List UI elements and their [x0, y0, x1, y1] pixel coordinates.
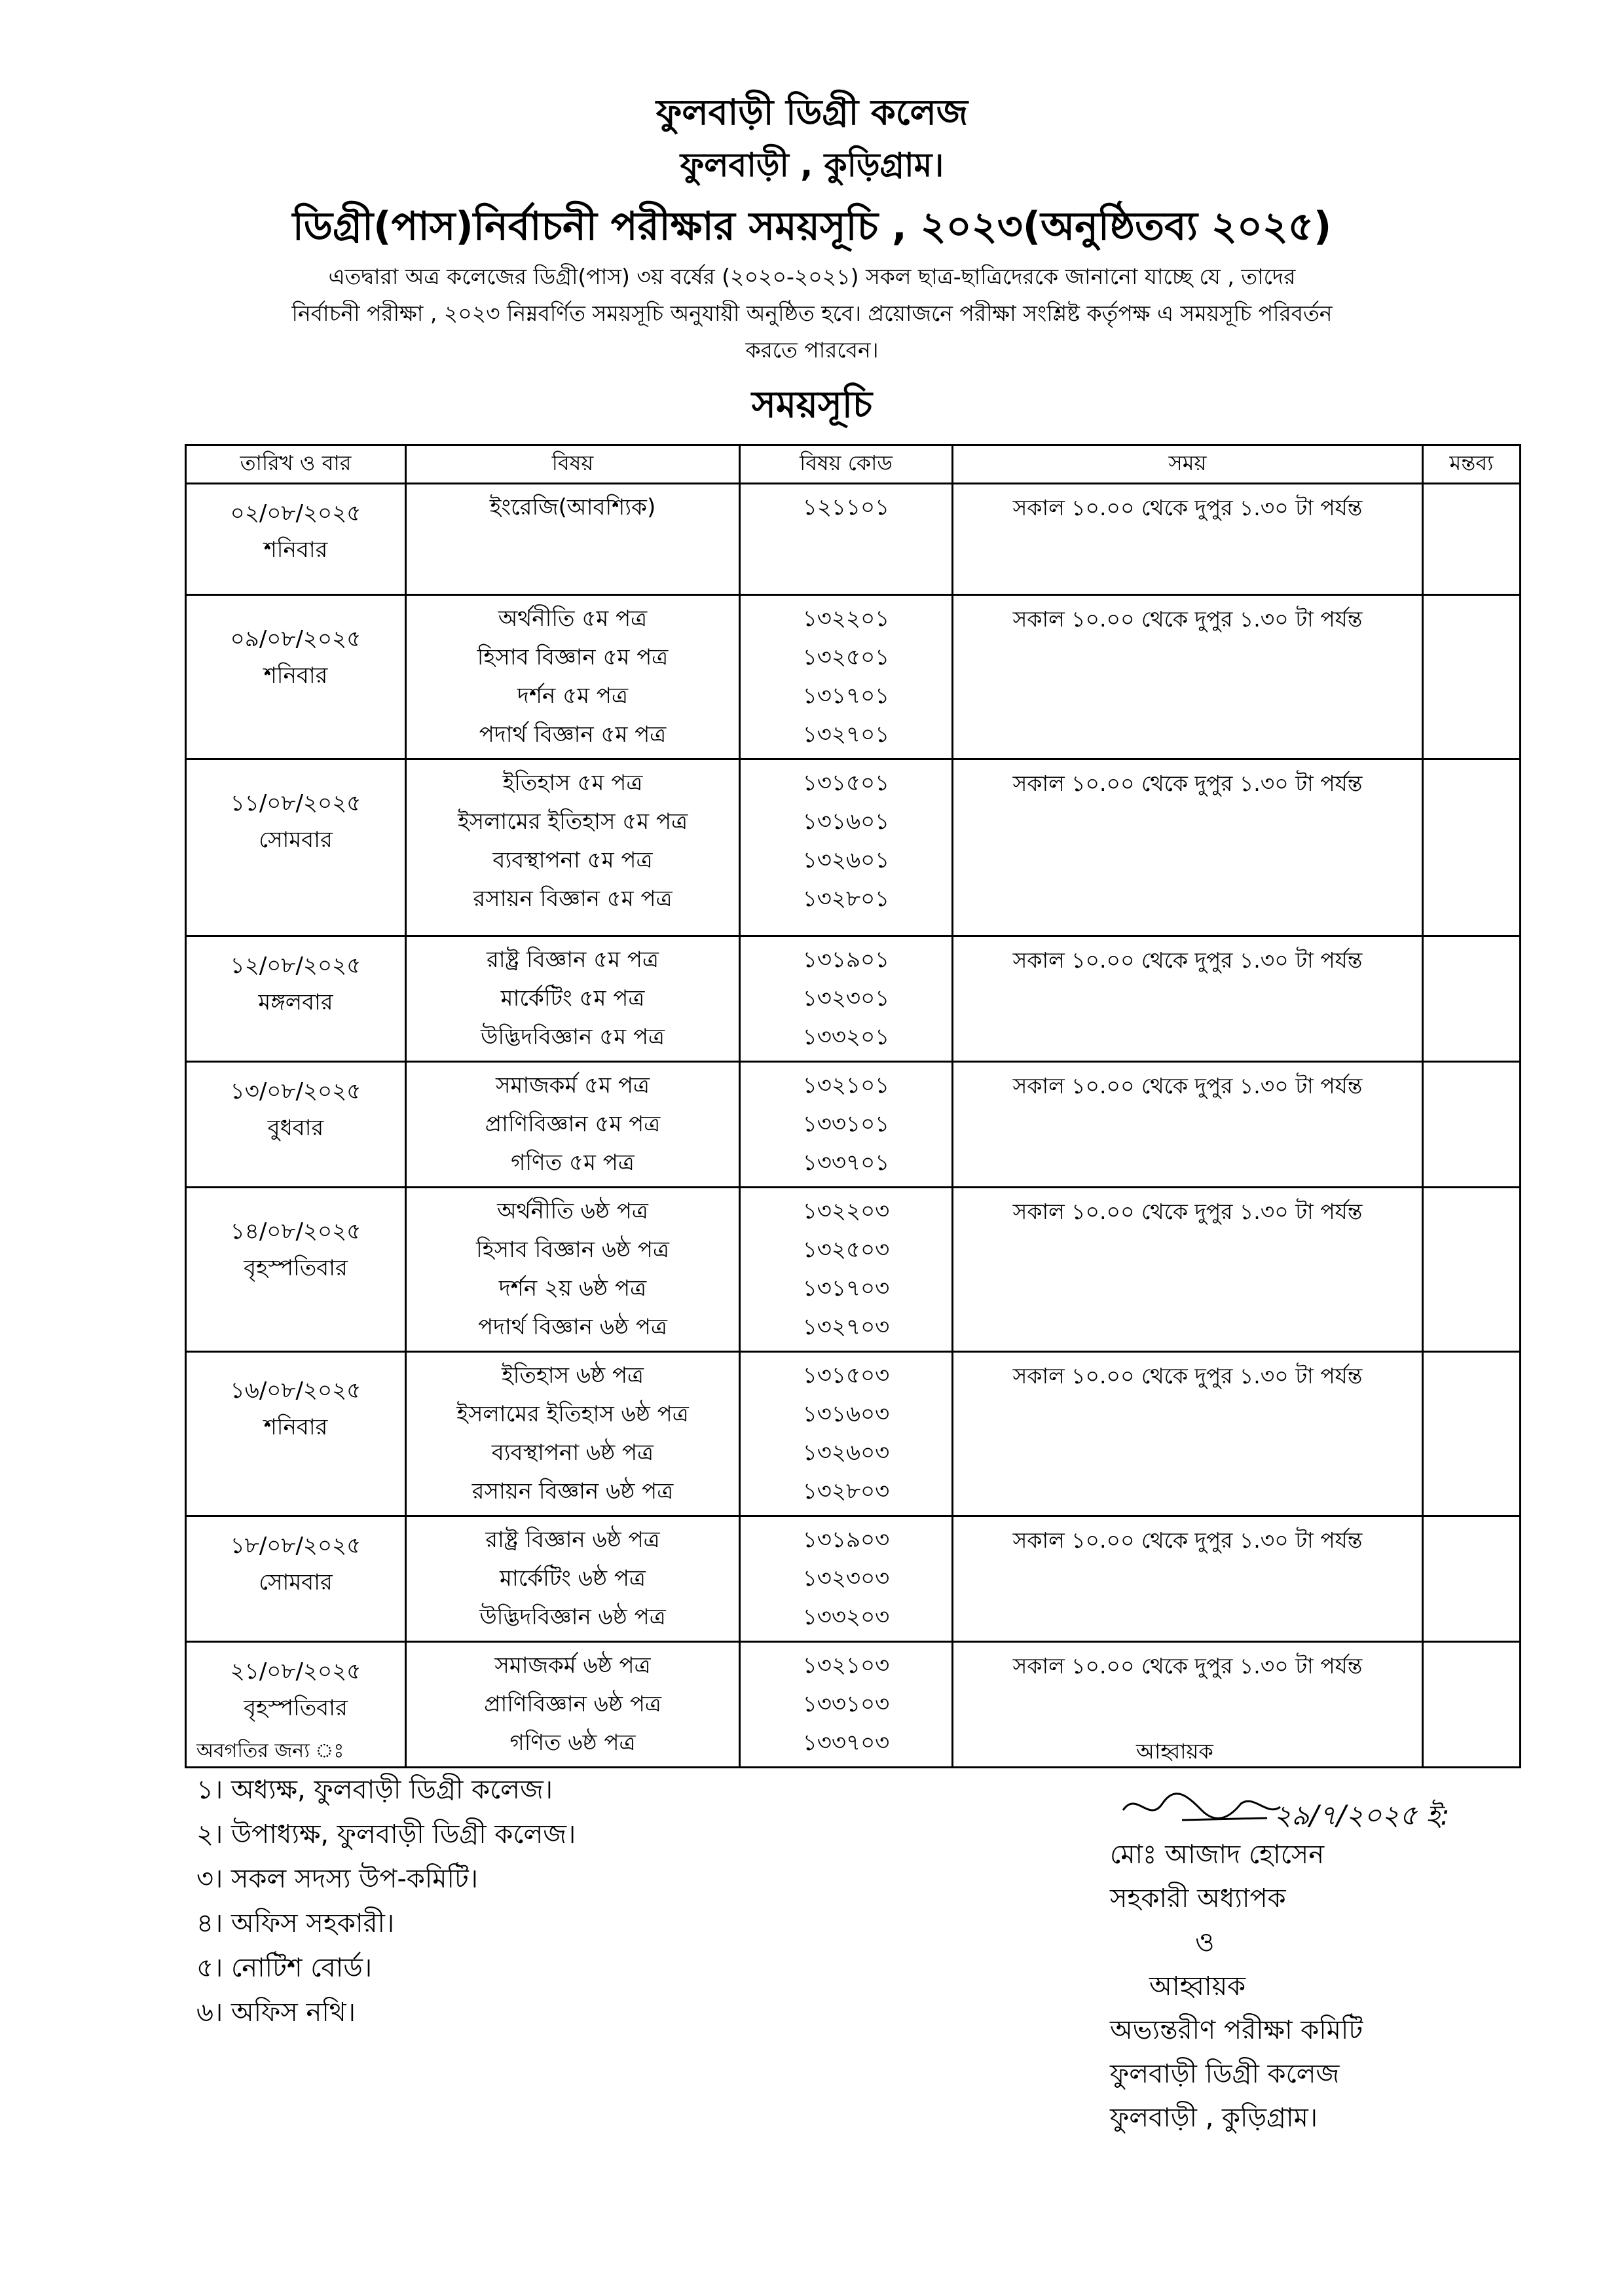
subject-name: উদ্ভিদবিজ্ঞান ৫ম পত্র — [480, 1024, 665, 1050]
exam-date: ১১/০৮/২০২৫ — [230, 790, 361, 816]
exam-time: সকাল ১০.০০ থেকে দুপুর ১.৩০ টা পর্যন্ত — [953, 1516, 1423, 1642]
remarks-cell — [1423, 484, 1521, 595]
table-header-row — [186, 445, 1521, 484]
awareness-label: অবগতির জন্য ঃ — [196, 1740, 344, 1762]
exam-date-cell — [186, 936, 406, 1062]
subject-name: ইংরেজি(আবশ্যিক) — [489, 494, 656, 520]
subject-code: ১৩৩১০৩ — [802, 1691, 890, 1717]
table-row — [186, 484, 1521, 595]
exam-day: বুধবার — [267, 1115, 324, 1141]
subject-code: ১৩১৬০১ — [802, 809, 890, 835]
exam-day: শনিবার — [263, 663, 328, 689]
subject-name: দর্শন ৫ম পত্র — [517, 683, 628, 709]
subject-code: ১৩২৫০৩ — [802, 1237, 890, 1263]
exam-day: বৃহস্পতিবার — [244, 1695, 348, 1721]
exam-date: ১৮/০৮/২০২৫ — [230, 1533, 361, 1559]
subject-code-cell — [740, 1188, 953, 1352]
subject-code-cell — [740, 936, 953, 1062]
subject-code: ১২১১০১ — [802, 494, 890, 520]
remarks-cell — [1423, 1352, 1521, 1516]
subject-code: ১৩১৫০১ — [802, 770, 890, 796]
subject-code: ১৩৩৭০১ — [802, 1150, 890, 1176]
subject-cell — [406, 1516, 740, 1642]
header-date: তারিখ ও বার — [186, 445, 406, 484]
subject-name: প্রাণিবিজ্ঞান ৬ষ্ঠ পত্র — [484, 1691, 661, 1717]
exam-date-cell — [186, 1352, 406, 1516]
remarks-cell — [1423, 595, 1521, 759]
distribution-item: ২। উপাধ্যক্ষ, ফুলবাড়ী ডিগ্রী কলেজ। — [196, 1819, 576, 1850]
subject-code: ১৩২১০৩ — [802, 1652, 890, 1679]
subject-name: ইতিহাস ৫ম পত্র — [502, 770, 643, 796]
signer-committee: অভ্যন্তরীণ পরীক্ষা কমিটি — [1110, 2015, 1363, 2045]
subject-cell — [406, 1642, 740, 1768]
distribution-item: ৩। সকল সদস্য উপ-কমিটি। — [196, 1864, 479, 1894]
subject-cell — [406, 1352, 740, 1516]
notice-title: ডিগ্রী(পাস)নির্বাচনী পরীক্ষার সময়সূচি , ২০২৩(অনুষ্ঠিতব্য ২০২৫) — [292, 204, 1332, 249]
schedule-table — [185, 444, 1521, 1768]
remarks-cell — [1423, 936, 1521, 1062]
subject-name: মার্কেটিং ৫ম পত্র — [500, 985, 645, 1011]
subject-name: রসায়ন বিজ্ঞান ৬ষ্ঠ পত্র — [471, 1478, 674, 1504]
table-row — [186, 1062, 1521, 1188]
subject-name: ব্যবস্থাপনা ৬ষ্ঠ পত্র — [491, 1440, 654, 1466]
exam-day: সোমবার — [259, 827, 333, 853]
subject-cell — [406, 1188, 740, 1352]
subject-name: ইতিহাস ৬ষ্ঠ পত্র — [501, 1362, 644, 1389]
signature-date: ২৯/৭/২০২৫ ই: — [1274, 1799, 1450, 1831]
subject-name: অর্থনীতি ৫ম পত্র — [498, 606, 648, 632]
table-row — [186, 1352, 1521, 1516]
remarks-cell — [1423, 1516, 1521, 1642]
table-row — [186, 1642, 1521, 1768]
exam-day: বৃহস্পতিবার — [244, 1255, 348, 1281]
distribution-item: ১। অধ্যক্ষ, ফুলবাড়ী ডিগ্রী কলেজ। — [196, 1775, 553, 1805]
exam-time: সকাল ১০.০০ থেকে দুপুর ১.৩০ টা পর্যন্ত — [953, 1352, 1423, 1516]
subject-name: গণিত ৫ম পত্র — [511, 1150, 635, 1176]
subject-name: সমাজকর্ম ৬ষ্ঠ পত্র — [494, 1652, 651, 1679]
intro-line-2: নির্বাচনী পরীক্ষা , ২০২৩ নিম্নবর্ণিত সময়সূচি অনুযায়ী অনুষ্ঠিত হবে। প্রয়োজনে পরীক্ষা সংশ্লিষ্ট কর্তৃপক্ষ এ সময়সূচি পরিবর্তন — [291, 301, 1333, 326]
exam-time: সকাল ১০.০০ থেকে দুপুর ১.৩০ টা পর্যন্ত — [953, 1642, 1423, 1768]
subject-code: ১৩১৬০৩ — [802, 1401, 890, 1427]
exam-time: সকাল ১০.০০ থেকে দুপুর ১.৩০ টা পর্যন্ত — [953, 936, 1423, 1062]
subject-code: ১৩২১০১ — [802, 1072, 890, 1099]
signer-role: আহ্বায়ক — [1149, 1971, 1246, 2001]
exam-day: শনিবার — [263, 537, 328, 563]
table-row — [186, 595, 1521, 759]
subject-name: ব্যবস্থাপনা ৫ম পত্র — [492, 847, 653, 873]
table-row — [186, 936, 1521, 1062]
signer-and: ও — [1195, 1927, 1215, 1958]
header-subject: বিষয় — [406, 445, 740, 484]
subject-code: ১৩২৩০১ — [802, 985, 890, 1011]
subject-code-cell — [740, 1352, 953, 1516]
subject-name: পদার্থ বিজ্ঞান ৬ষ্ঠ পত্র — [478, 1314, 667, 1340]
exam-date: ১২/০৮/২০২৫ — [230, 953, 361, 979]
distribution-item: ৪। অফিস সহকারী। — [196, 1908, 395, 1939]
signature-image — [1116, 1784, 1483, 1836]
exam-date: ১৬/০৮/২০২৫ — [230, 1377, 361, 1404]
subject-name: প্রাণিবিজ্ঞান ৫ম পত্র — [485, 1111, 661, 1137]
exam-day: শনিবার — [263, 1414, 328, 1440]
subject-code: ১৩১৯০৩ — [802, 1527, 890, 1553]
remarks-cell — [1423, 1062, 1521, 1188]
exam-time: সকাল ১০.০০ থেকে দুপুর ১.৩০ টা পর্যন্ত — [953, 484, 1423, 595]
remarks-cell — [1423, 1188, 1521, 1352]
subject-code: ১৩৩১০১ — [802, 1111, 890, 1137]
subject-cell — [406, 759, 740, 936]
college-name: ফুলবাড়ী ডিগ্রী কলেজ — [655, 92, 969, 133]
schedule-heading: সময়সূচি — [751, 384, 873, 426]
subject-cell — [406, 484, 740, 595]
exam-day: মঙ্গলবার — [258, 989, 333, 1015]
table-row — [186, 1188, 1521, 1352]
exam-date-cell — [186, 484, 406, 595]
subject-code: ১৩৩২০৩ — [802, 1604, 890, 1630]
signer-block — [1110, 1833, 1363, 2140]
distribution-item: ৫। নোটিশ বোর্ড। — [196, 1953, 373, 1983]
subject-name: অর্থনীতি ৬ষ্ঠ পত্র — [497, 1198, 648, 1224]
subject-code-cell — [740, 1062, 953, 1188]
intro-line-3: করতে পারবেন। — [745, 337, 879, 363]
subject-name: ইসলামের ইতিহাস ৬ষ্ঠ পত্র — [456, 1401, 689, 1427]
exam-time: সকাল ১০.০০ থেকে দুপুর ১.৩০ টা পর্যন্ত — [953, 1188, 1423, 1352]
header-remarks: মন্তব্য — [1423, 445, 1521, 484]
subject-code: ১৩১৯০১ — [802, 947, 890, 973]
exam-date: ০৯/০৮/২০২৫ — [230, 626, 361, 652]
exam-date-cell — [186, 1062, 406, 1188]
exam-date: ১৩/০৮/২০২৫ — [230, 1078, 361, 1104]
subject-code: ১৩১৫০৩ — [802, 1362, 890, 1389]
college-place: ফুলবাড়ী , কুড়িগ্রাম। — [680, 146, 944, 184]
intro-paragraph — [196, 259, 1428, 369]
exam-time: সকাল ১০.০০ থেকে দুপুর ১.৩০ টা পর্যন্ত — [953, 759, 1423, 936]
subject-cell — [406, 595, 740, 759]
signer-place: ফুলবাড়ী , কুড়িগ্রাম। — [1110, 2103, 1318, 2133]
subject-code: ১৩২৫০১ — [802, 644, 890, 670]
subject-name: পদার্থ বিজ্ঞান ৫ম পত্র — [479, 721, 667, 748]
signer-designation: সহকারী অধ্যাপক — [1110, 1884, 1286, 1914]
convener-label: আহ্বায়ক — [1136, 1739, 1213, 1764]
remarks-cell — [1423, 759, 1521, 936]
exam-date-cell — [186, 759, 406, 936]
table-body — [186, 484, 1521, 1768]
subject-code: ১৩২৮০১ — [802, 886, 890, 912]
header-time: সময় — [953, 445, 1423, 484]
subject-name: গণিত ৬ষ্ঠ পত্র — [509, 1730, 636, 1756]
subject-code: ১৩১৭০৩ — [802, 1275, 890, 1302]
subject-code: ১৩৩৭০৩ — [802, 1730, 890, 1756]
subject-name: সমাজকর্ম ৫ম পত্র — [496, 1072, 650, 1099]
subject-code-cell — [740, 595, 953, 759]
subject-code: ১৩২৭০৩ — [802, 1314, 890, 1340]
subject-code: ১৩২৬০১ — [802, 847, 890, 873]
subject-code: ১৩২৭০১ — [802, 721, 890, 748]
subject-code-cell — [740, 759, 953, 936]
subject-code: ১৩৩২০১ — [802, 1024, 890, 1050]
subject-code-cell — [740, 1516, 953, 1642]
exam-date-cell — [186, 1516, 406, 1642]
subject-name: উদ্ভিদবিজ্ঞান ৬ষ্ঠ পত্র — [479, 1604, 666, 1630]
subject-code: ১৩২৬০৩ — [802, 1440, 890, 1466]
subject-code: ১৩২২০১ — [802, 606, 890, 632]
subject-name: ইসলামের ইতিহাস ৫ম পত্র — [457, 809, 688, 835]
header-code: বিষয় কোড — [740, 445, 953, 484]
subject-name: রসায়ন বিজ্ঞান ৫ম পত্র — [473, 886, 673, 912]
table-row — [186, 1516, 1521, 1642]
subject-cell — [406, 1062, 740, 1188]
subject-name: দর্শন ২য় ৬ষ্ঠ পত্র — [498, 1275, 647, 1302]
exam-day: সোমবার — [259, 1569, 333, 1595]
subject-name: রাষ্ট্র বিজ্ঞান ৫ম পত্র — [487, 947, 659, 973]
distribution-item: ৬। অফিস নথি। — [196, 1997, 356, 2028]
subject-name: হিসাব বিজ্ঞান ৬ষ্ঠ পত্র — [476, 1237, 669, 1263]
exam-date-cell — [186, 1188, 406, 1352]
subject-code: ১৩২৩০৩ — [802, 1565, 890, 1592]
remarks-cell — [1423, 1642, 1521, 1768]
signer-name: মোঃ আজাদ হোসেন — [1110, 1840, 1325, 1870]
subject-code: ১৩২৮০৩ — [802, 1478, 890, 1504]
exam-date: ২১/০৮/২০২৫ — [230, 1658, 361, 1685]
exam-date: ০২/০৮/২০২৫ — [230, 500, 361, 526]
signer-college: ফুলবাড়ী ডিগ্রী কলেজ — [1110, 2059, 1340, 2089]
subject-code: ১৩২২০৩ — [802, 1198, 890, 1224]
exam-time: সকাল ১০.০০ থেকে দুপুর ১.৩০ টা পর্যন্ত — [953, 595, 1423, 759]
distribution-list — [196, 1768, 576, 2035]
subject-name: হিসাব বিজ্ঞান ৫ম পত্র — [477, 644, 669, 670]
subject-cell — [406, 936, 740, 1062]
intro-line-1: এতদ্বারা অত্র কলেজের ডিগ্রী(পাস) ৩য় বর্ষের (২০২০-২০২১) সকল ছাত্র-ছাত্রিদেরকে জানানো যাচ্ছে যে , তাদের — [328, 264, 1296, 289]
subject-code-cell — [740, 1642, 953, 1768]
exam-date-cell — [186, 595, 406, 759]
table-row — [186, 759, 1521, 936]
subject-code-cell — [740, 484, 953, 595]
subject-code: ১৩১৭০১ — [802, 683, 890, 709]
exam-date: ১৪/০৮/২০২৫ — [230, 1218, 361, 1245]
exam-time: সকাল ১০.০০ থেকে দুপুর ১.৩০ টা পর্যন্ত — [953, 1062, 1423, 1188]
subject-name: রাষ্ট্র বিজ্ঞান ৬ষ্ঠ পত্র — [485, 1527, 660, 1553]
subject-name: মার্কেটিং ৬ষ্ঠ পত্র — [499, 1565, 646, 1592]
